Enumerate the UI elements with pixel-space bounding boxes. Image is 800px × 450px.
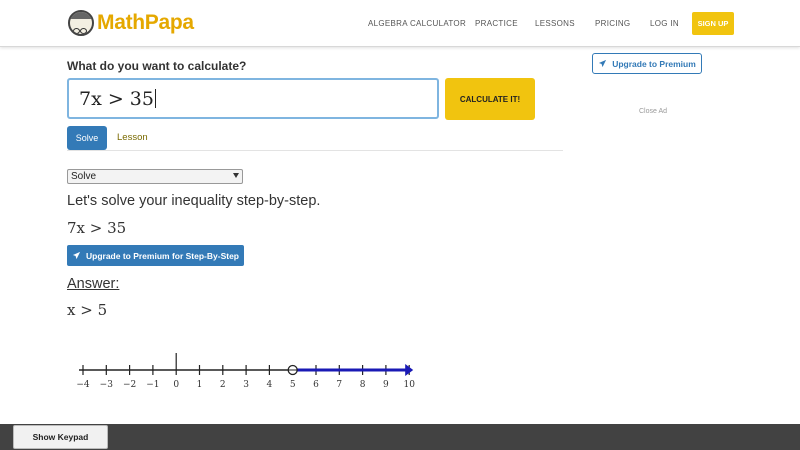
solution-intro: Let's solve your inequality step-by-step. <box>67 193 321 209</box>
dropdown-arrow-icon <box>233 173 239 178</box>
number-line-tick-label: 0 <box>173 380 180 390</box>
upgrade-premium-button[interactable] <box>592 53 702 74</box>
rocket-icon <box>72 251 81 260</box>
sign-up-button[interactable]: SIGN UP <box>692 12 734 35</box>
number-line-tick-label: 3 <box>243 380 249 390</box>
text-cursor <box>155 89 156 108</box>
answer-heading: Answer: <box>67 276 120 292</box>
mode-select[interactable] <box>67 169 243 184</box>
close-ad-link[interactable]: Close Ad <box>639 108 668 115</box>
show-keypad-button[interactable]: Show Keypad <box>13 425 108 449</box>
nav-log-in[interactable]: LOG IN <box>650 19 679 28</box>
number-line-tick-label: 10 <box>403 380 415 390</box>
number-line-tick-label: −3 <box>99 380 113 390</box>
tab-solve[interactable]: Solve <box>67 126 107 150</box>
number-line <box>70 345 430 395</box>
mathpapa-logo[interactable] <box>68 10 194 36</box>
upgrade-step-by-step-button[interactable] <box>67 245 244 266</box>
number-line-tick-label: 5 <box>289 380 296 390</box>
number-line-tick-label: 9 <box>383 380 389 390</box>
calculate-button[interactable]: CALCULATE IT! <box>445 78 535 120</box>
nav-practice[interactable]: PRACTICE <box>475 19 518 28</box>
top-header <box>0 0 800 47</box>
expression-input-value: 7x > 35 <box>79 88 154 110</box>
nav-lessons[interactable]: LESSONS <box>535 19 575 28</box>
number-line-tick-label: −2 <box>122 380 137 390</box>
number-line-tick-label: 4 <box>266 380 273 390</box>
question-label: What do you want to calculate? <box>67 59 247 73</box>
logo-text: MathPapa <box>97 11 194 34</box>
answer-expression: x > 5 <box>67 301 108 319</box>
papa-face-icon <box>68 10 94 36</box>
number-line-tick-label: 8 <box>359 380 366 390</box>
number-line-tick-label: 1 <box>196 380 203 390</box>
mode-select-value: Solve <box>71 171 97 182</box>
upgrade-premium-label: Upgrade to Premium <box>612 58 696 69</box>
number-line-tick-label: −4 <box>76 380 90 390</box>
number-line-tick-label: −1 <box>146 380 160 390</box>
nav-pricing[interactable]: PRICING <box>595 19 631 28</box>
upgrade-step-by-step-label: Upgrade to Premium for Step-By-Step <box>85 250 240 261</box>
number-line-tick-label: 6 <box>313 380 319 390</box>
rocket-icon <box>598 59 607 68</box>
expression-input[interactable] <box>67 78 439 119</box>
tab-lesson[interactable]: Lesson <box>117 132 148 143</box>
number-line-tick-label: 2 <box>219 380 226 390</box>
nav-algebra-calculator[interactable]: ALGEBRA CALCULATOR <box>368 19 467 28</box>
tab-divider <box>67 150 563 151</box>
number-line-tick-label: 7 <box>336 380 343 390</box>
keypad-bar <box>0 424 800 450</box>
original-expression: 7x > 35 <box>67 219 127 237</box>
